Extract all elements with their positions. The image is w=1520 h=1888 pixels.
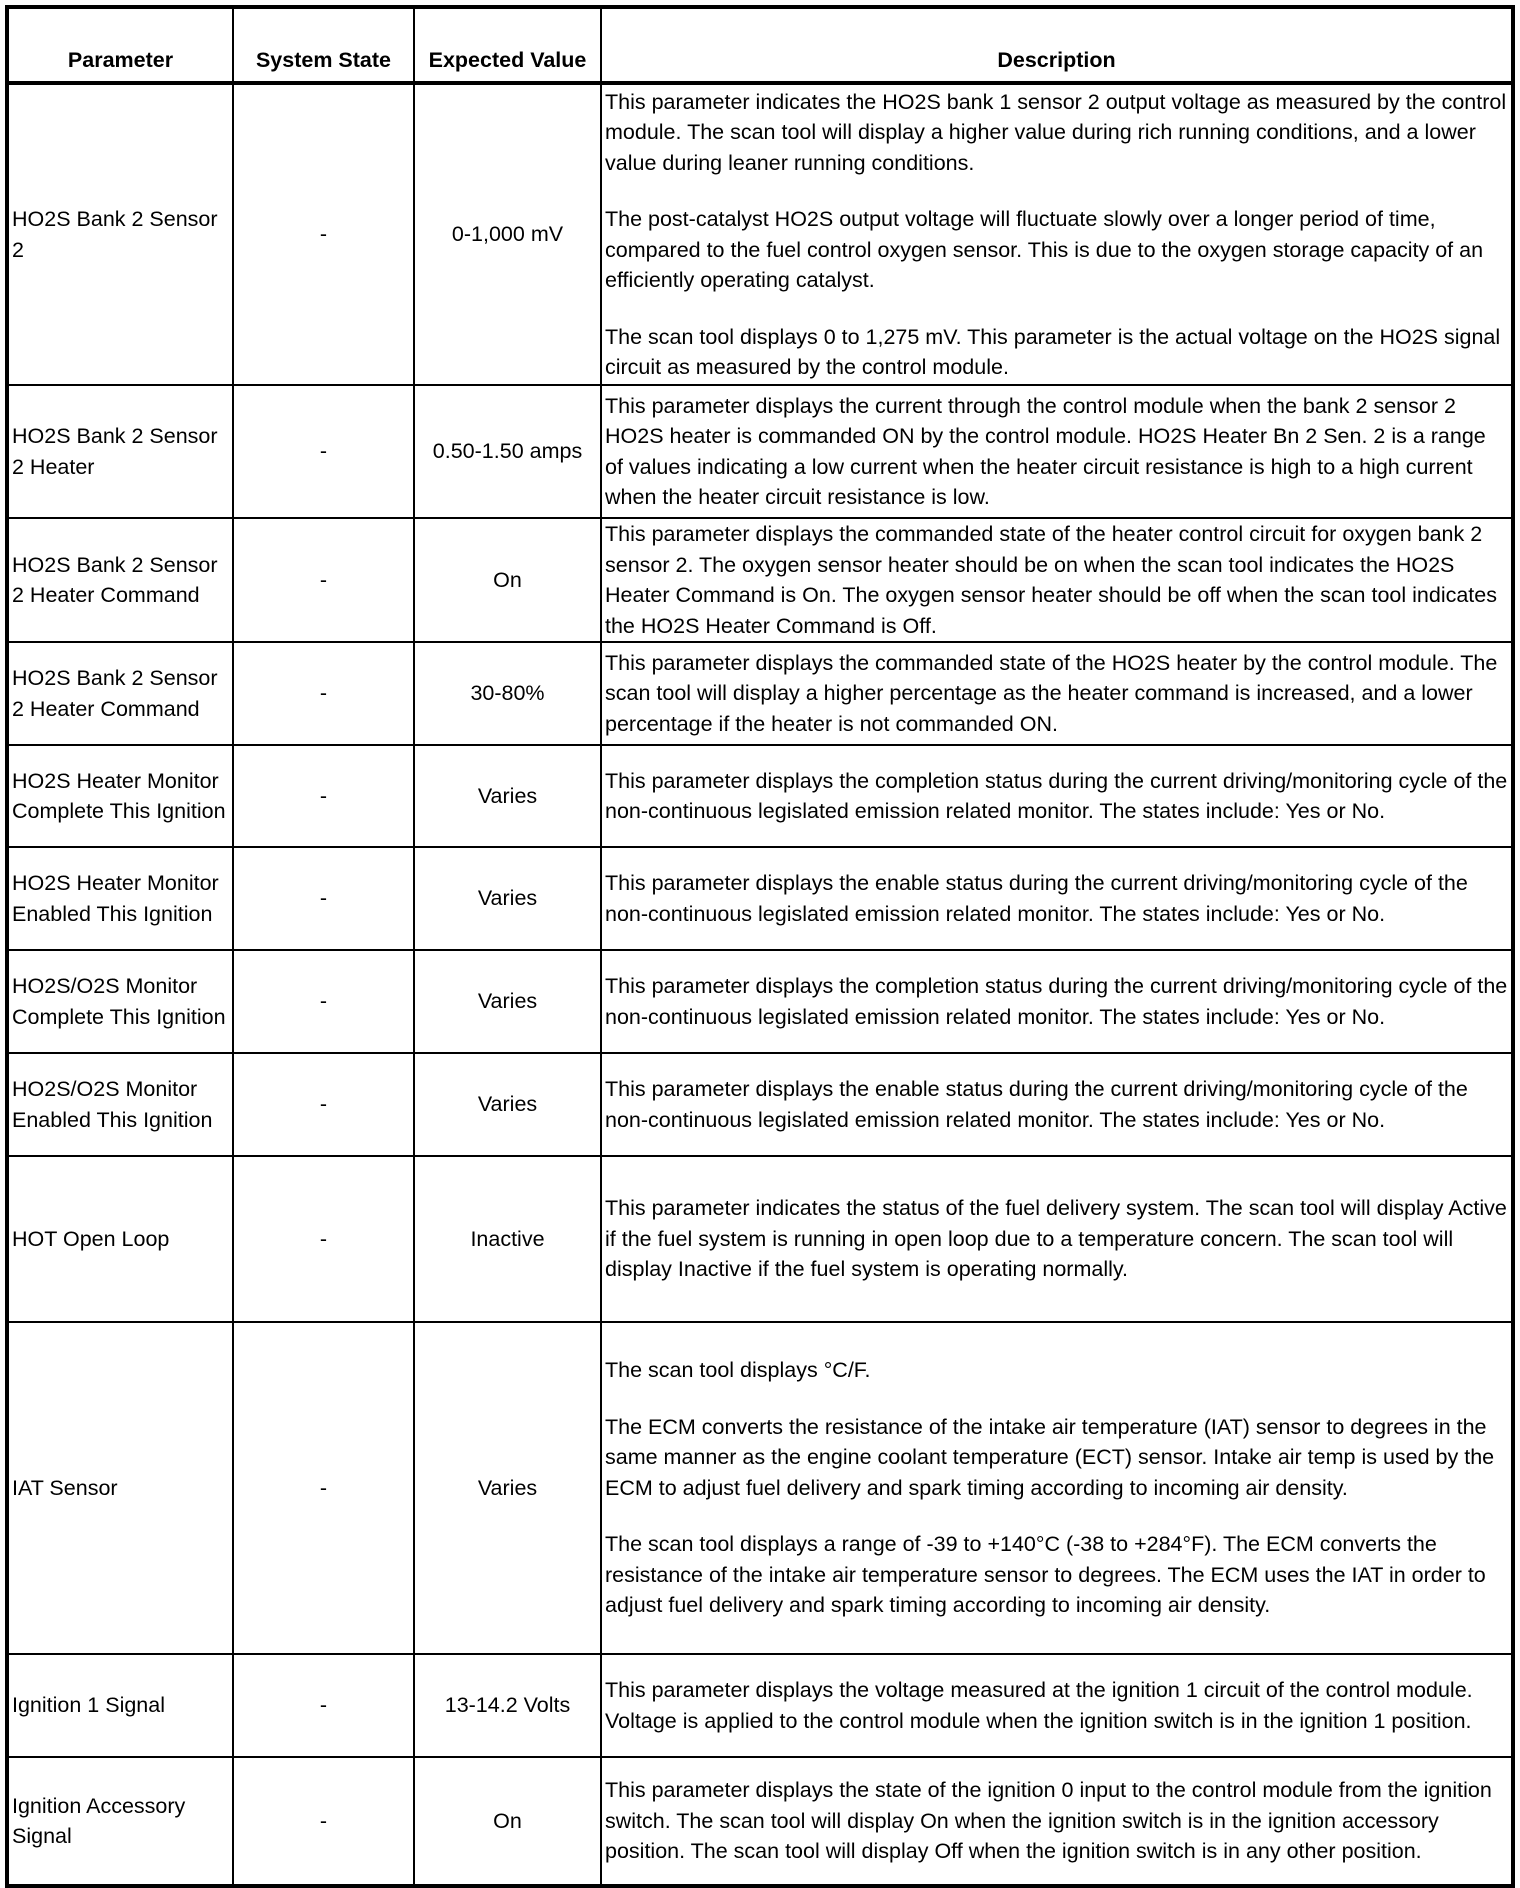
description-cell bbox=[601, 518, 1513, 642]
expected-value-cell: Varies bbox=[414, 1322, 601, 1654]
description-paragraph: This parameter displays the state of the ignition 0 input to the control module from the ignition switch. The scan tool will display On when the ignition switch is in the ignition accessory position. The scan tool will display Off when the ignition switch is in any other position. bbox=[605, 1778, 1492, 1864]
table-row bbox=[7, 83, 1513, 385]
description-cell bbox=[601, 847, 1513, 950]
expected-value-cell: Inactive bbox=[414, 1156, 601, 1322]
expected-value-cell: 13-14.2 Volts bbox=[414, 1654, 601, 1757]
description-cell bbox=[601, 385, 1513, 518]
description-cell bbox=[601, 950, 1513, 1053]
table-row bbox=[7, 1654, 1513, 1757]
description-paragraph: This parameter displays the commanded state of the heater control circuit for oxygen bank 2 sensor 2. The oxygen sensor heater should be on when the scan tool indicates the HO2S Heater Command is On. The oxygen sensor heater should be off when the scan tool indicates the HO2S Heater Command is Off. bbox=[605, 522, 1497, 638]
parameter-cell: HO2S Bank 2 Sensor 2 Heater Command bbox=[7, 518, 233, 642]
system-state-cell: - bbox=[233, 1757, 414, 1886]
system-state-cell: - bbox=[233, 950, 414, 1053]
parameter-cell: Ignition 1 Signal bbox=[7, 1654, 233, 1757]
parameter-cell: HOT Open Loop bbox=[7, 1156, 233, 1322]
description-paragraph: This parameter displays the current through the control module when the bank 2 sensor 2 HO2S heater is commanded ON by the control module. HO2S Heater Bn 2 Sen. 2 is a range of values indicating a low current when the heater circuit resistance is high to a high current when the heater circuit resistance is low. bbox=[605, 393, 1486, 509]
table-row bbox=[7, 745, 1513, 847]
description-cell bbox=[601, 1322, 1513, 1654]
table-row bbox=[7, 1053, 1513, 1156]
parameter-cell: HO2S Heater Monitor Enabled This Ignition bbox=[7, 847, 233, 950]
table-row bbox=[7, 847, 1513, 950]
parameter-cell: HO2S Heater Monitor Complete This Ignition bbox=[7, 745, 233, 847]
header-row bbox=[7, 7, 1513, 83]
parameter-cell: HO2S Bank 2 Sensor 2 bbox=[7, 83, 233, 385]
description-cell bbox=[601, 83, 1513, 385]
header-description: Description bbox=[601, 7, 1513, 83]
expected-value-cell: On bbox=[414, 518, 601, 642]
header-expected-value: Expected Value bbox=[414, 7, 601, 83]
expected-value-cell: Varies bbox=[414, 847, 601, 950]
system-state-cell: - bbox=[233, 745, 414, 847]
system-state-cell: - bbox=[233, 642, 414, 745]
table-row bbox=[7, 642, 1513, 745]
header-system-state: System State bbox=[233, 7, 414, 83]
system-state-cell: - bbox=[233, 1053, 414, 1156]
description-paragraph: This parameter indicates the status of the fuel delivery system. The scan tool will display Active if the fuel system is running in open loop due to a temperature concern. The scan tool will display Inactive if the fuel system is operating normally. bbox=[605, 1196, 1507, 1282]
table-row bbox=[7, 385, 1513, 518]
system-state-cell: - bbox=[233, 1156, 414, 1322]
parameter-table bbox=[5, 5, 1515, 1888]
table-row bbox=[7, 950, 1513, 1053]
description-paragraph: The scan tool displays a range of -39 to +140°C (-38 to +284°F). The ECM converts the resistance of the intake air temperature sensor to degrees. The ECM uses the IAT in order to adjust fuel delivery and spark timing according to incoming air density. bbox=[605, 1532, 1486, 1618]
system-state-cell: - bbox=[233, 1654, 414, 1757]
description-paragraph: The ECM converts the resistance of the intake air temperature (IAT) sensor to degrees in the same manner as the engine coolant temperature (ECT) sensor. Intake air temp is used by the ECM to adjust fuel delivery and spark timing according to incoming air density. bbox=[605, 1414, 1495, 1500]
expected-value-cell: 30-80% bbox=[414, 642, 601, 745]
system-state-cell: - bbox=[233, 518, 414, 642]
description-cell bbox=[601, 745, 1513, 847]
description-cell bbox=[601, 1053, 1513, 1156]
parameter-cell: HO2S Bank 2 Sensor 2 Heater bbox=[7, 385, 233, 518]
expected-value-cell: Varies bbox=[414, 1053, 601, 1156]
expected-value-cell: On bbox=[414, 1757, 601, 1886]
description-paragraph: This parameter indicates the HO2S bank 1 sensor 2 output voltage as measured by the control module. The scan tool will display a higher value during rich running conditions, and a lower value during leaner running conditions. bbox=[605, 89, 1507, 175]
system-state-cell: - bbox=[233, 1322, 414, 1654]
expected-value-cell: Varies bbox=[414, 950, 601, 1053]
expected-value-cell: Varies bbox=[414, 745, 601, 847]
description-cell bbox=[601, 642, 1513, 745]
description-paragraph: This parameter displays the enable status during the current driving/monitoring cycle of the non-continuous legislated emission related monitor. The states include: Yes or No. bbox=[605, 871, 1468, 926]
parameter-cell: HO2S Bank 2 Sensor 2 Heater Command bbox=[7, 642, 233, 745]
system-state-cell: - bbox=[233, 385, 414, 518]
description-paragraph: The scan tool displays 0 to 1,275 mV. This parameter is the actual voltage on the HO2S signal circuit as measured by the control module. bbox=[605, 324, 1501, 379]
parameter-cell: Ignition Accessory Signal bbox=[7, 1757, 233, 1886]
header-parameter: Parameter bbox=[7, 7, 233, 83]
description-paragraph: This parameter displays the voltage measured at the ignition 1 circuit of the control module. Voltage is applied to the control module when the ignition switch is in the ignition 1 position. bbox=[605, 1678, 1473, 1733]
table-row bbox=[7, 1757, 1513, 1886]
expected-value-cell: 0-1,000 mV bbox=[414, 83, 601, 385]
parameter-cell: HO2S/O2S Monitor Enabled This Ignition bbox=[7, 1053, 233, 1156]
description-paragraph: This parameter displays the completion status during the current driving/monitoring cycle of the non-continuous legislated emission related monitor. The states include: Yes or No. bbox=[605, 768, 1508, 823]
table-row bbox=[7, 1156, 1513, 1322]
system-state-cell: - bbox=[233, 847, 414, 950]
description-paragraph: The post-catalyst HO2S output voltage will fluctuate slowly over a longer period of time, compared to the fuel control oxygen sensor. This is due to the oxygen storage capacity of an efficiently operating catalyst. bbox=[605, 207, 1484, 292]
description-paragraph: This parameter displays the commanded state of the HO2S heater by the control module. The scan tool will display a higher percentage as the heater command is increased, and a lower percentage if the heater is not commanded ON. bbox=[605, 650, 1498, 736]
system-state-cell: - bbox=[233, 83, 414, 385]
table-row bbox=[7, 518, 1513, 642]
description-cell bbox=[601, 1156, 1513, 1322]
description-cell bbox=[601, 1757, 1513, 1886]
description-paragraph: This parameter displays the enable status during the current driving/monitoring cycle of the non-continuous legislated emission related monitor. The states include: Yes or No. bbox=[605, 1077, 1468, 1132]
expected-value-cell: 0.50-1.50 amps bbox=[414, 385, 601, 518]
description-paragraph: The scan tool displays °C/F. bbox=[605, 1358, 871, 1383]
description-cell bbox=[601, 1654, 1513, 1757]
parameter-cell: IAT Sensor bbox=[7, 1322, 233, 1654]
parameter-cell: HO2S/O2S Monitor Complete This Ignition bbox=[7, 950, 233, 1053]
description-paragraph: This parameter displays the completion status during the current driving/monitoring cycle of the non-continuous legislated emission related monitor. The states include: Yes or No. bbox=[605, 974, 1508, 1029]
table-row bbox=[7, 1322, 1513, 1654]
